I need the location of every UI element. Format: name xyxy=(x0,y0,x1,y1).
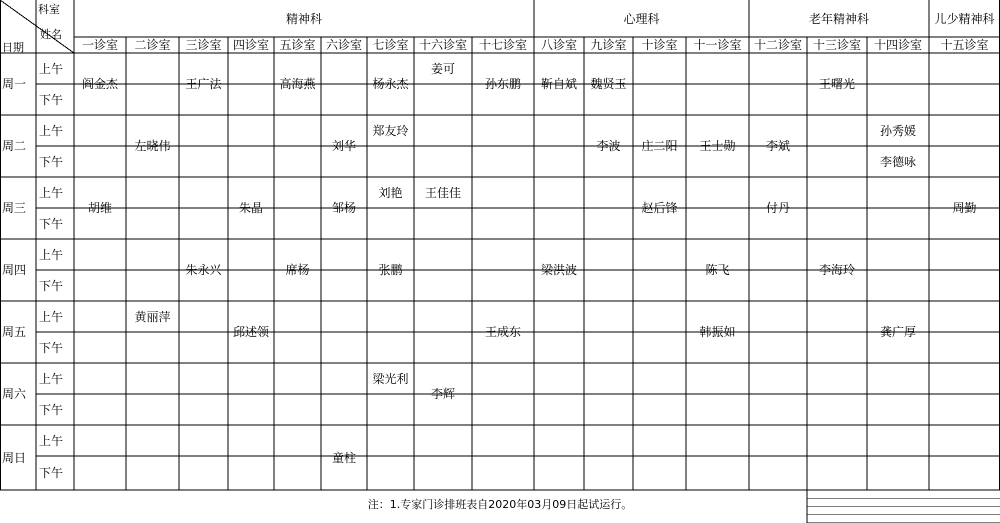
day-label: 周二 xyxy=(1,139,26,153)
doctor-cell: 李辉 xyxy=(430,387,455,401)
dept-header-child: 儿少精神科 xyxy=(934,11,995,26)
doctor-cell: 王士勋 xyxy=(699,139,736,153)
period-label: 上午 xyxy=(38,185,63,200)
doctor-cell: 邱述领 xyxy=(232,325,269,339)
dept-header-geriatric: 老年精神科 xyxy=(808,11,869,26)
doctor-cell: 靳自斌 xyxy=(540,77,577,91)
doctor-cell: 李斌 xyxy=(765,139,790,153)
doctor-cell: 孙东鹏 xyxy=(484,77,521,91)
doctor-cell: 李海玲 xyxy=(818,263,855,277)
period-label: 上午 xyxy=(38,247,63,262)
dept-header-psychology: 心理科 xyxy=(623,11,660,26)
period-label: 上午 xyxy=(38,123,63,138)
room-header: 十二诊室 xyxy=(753,38,802,52)
doctor-cell: 朱晶 xyxy=(238,201,263,215)
doctor-cell: 张鹏 xyxy=(378,263,403,277)
doctor-cell: 黄丽萍 xyxy=(134,309,171,324)
doctor-cell: 童柱 xyxy=(331,450,356,465)
room-header: 四诊室 xyxy=(232,38,269,52)
doctor-cell: 胡维 xyxy=(87,201,112,215)
room-header: 五诊室 xyxy=(279,38,316,52)
period-label: 下午 xyxy=(38,402,63,417)
doctor-cell: 邹杨 xyxy=(331,201,356,215)
room-header: 二诊室 xyxy=(134,38,171,52)
footnote: 注：1.专家门诊排班表自2020年03月09日起试运行。 xyxy=(367,498,633,511)
doctor-cell: 刘艳 xyxy=(378,185,403,200)
doctor-cell: 庄二阳 xyxy=(641,139,678,153)
doctor-cell: 陈飞 xyxy=(705,263,730,277)
doctor-cell: 梁洪波 xyxy=(540,263,577,277)
doctor-cell: 王曙光 xyxy=(818,77,855,91)
room-header: 三诊室 xyxy=(185,38,222,52)
room-header: 八诊室 xyxy=(540,38,577,52)
period-label: 上午 xyxy=(38,309,63,324)
room-header: 七诊室 xyxy=(372,38,409,52)
doctor-cell: 付丹 xyxy=(765,201,790,215)
doctor-cell: 王广法 xyxy=(185,77,222,91)
day-label: 周日 xyxy=(1,450,26,465)
doctor-cell: 孙秀媛 xyxy=(879,123,916,138)
doctor-cell: 韩振如 xyxy=(699,325,736,339)
doctor-cell: 郑友玲 xyxy=(372,123,409,138)
period-label: 上午 xyxy=(38,433,63,448)
doctor-cell: 李波 xyxy=(596,139,621,153)
room-header: 十四诊室 xyxy=(873,38,922,52)
room-header: 六诊室 xyxy=(325,38,362,52)
doctor-cell: 周勤 xyxy=(952,201,977,215)
doctor-cell: 魏贤玉 xyxy=(590,77,627,91)
period-label: 下午 xyxy=(38,278,63,293)
doctor-cell: 赵后锋 xyxy=(641,201,678,215)
doctor-cell: 姜可 xyxy=(430,61,455,76)
doctor-cell: 王佳佳 xyxy=(424,185,461,200)
doctor-cell: 阎金杰 xyxy=(81,77,118,91)
doctor-cell: 李德咏 xyxy=(879,154,916,169)
room-header: 一诊室 xyxy=(81,38,118,52)
period-label: 下午 xyxy=(38,216,63,231)
room-header: 十六诊室 xyxy=(418,38,467,52)
doctor-cell: 高海燕 xyxy=(279,77,316,91)
doctor-cell: 朱永兴 xyxy=(185,263,222,277)
room-header: 九诊室 xyxy=(590,38,627,52)
day-label: 周六 xyxy=(1,387,26,401)
day-label: 周五 xyxy=(1,325,26,339)
doctor-cell: 刘华 xyxy=(331,139,356,153)
room-header: 十三诊室 xyxy=(812,38,861,52)
corner-name-label: 姓名 xyxy=(40,28,62,41)
doctor-cell: 龚广厚 xyxy=(879,325,916,339)
corner-date-label: 日期 xyxy=(2,41,24,54)
day-label: 周一 xyxy=(1,77,26,91)
period-label: 上午 xyxy=(38,371,63,386)
dept-header-psychiatry: 精神科 xyxy=(285,11,322,26)
day-label: 周四 xyxy=(1,263,26,277)
period-label: 下午 xyxy=(38,92,63,107)
period-label: 下午 xyxy=(38,154,63,169)
room-header: 十诊室 xyxy=(641,38,678,52)
day-label: 周三 xyxy=(1,201,26,215)
doctor-cell: 左晓伟 xyxy=(134,139,171,153)
doctor-cell: 王成东 xyxy=(484,325,521,339)
room-header: 十五诊室 xyxy=(940,38,989,52)
corner-dept-label: 科室 xyxy=(38,3,60,16)
doctor-cell: 梁光利 xyxy=(372,371,409,386)
doctor-cell: 席杨 xyxy=(285,263,310,277)
room-header: 十七诊室 xyxy=(478,38,527,52)
period-label: 下午 xyxy=(38,466,63,480)
period-label: 下午 xyxy=(38,340,63,355)
period-label: 上午 xyxy=(38,61,63,76)
room-header: 十一诊室 xyxy=(693,38,742,52)
doctor-cell: 杨永杰 xyxy=(372,77,409,91)
